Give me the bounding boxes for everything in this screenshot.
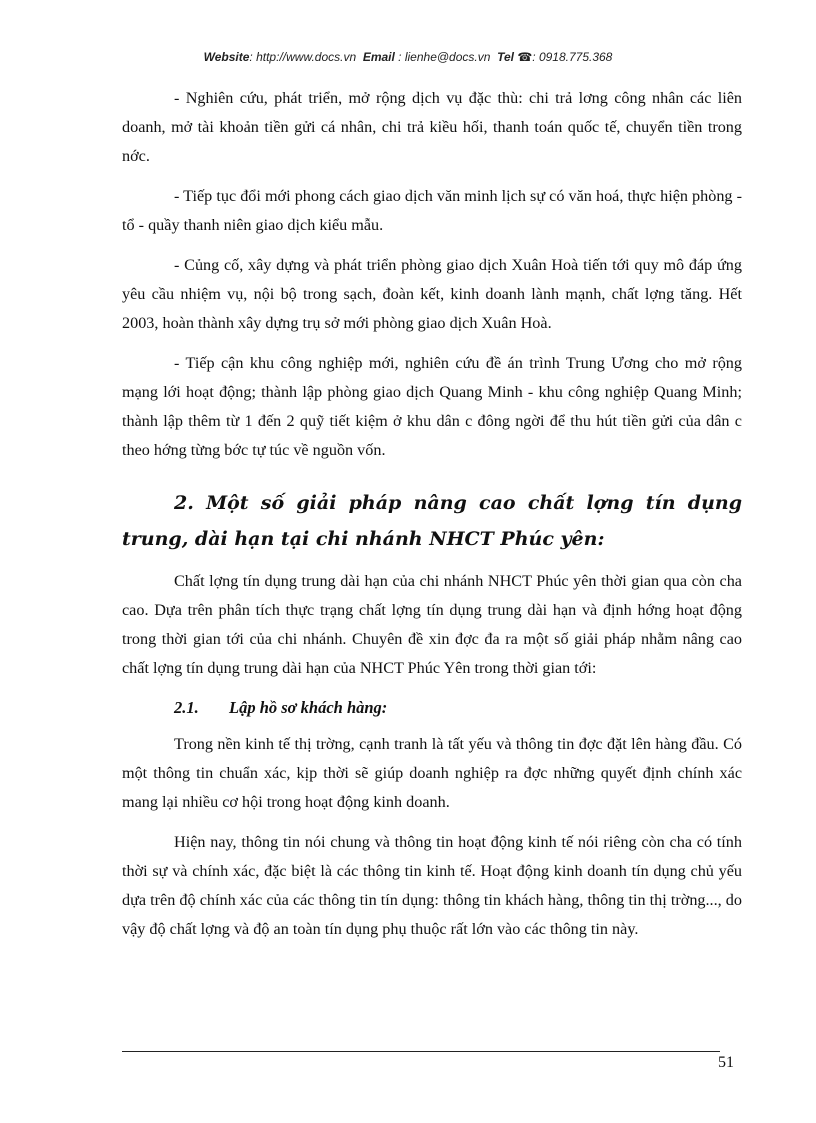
body-paragraph: - Củng cố, xây dựng và phát triển phòng giao dịch Xuân Hoà tiến tới quy mô đáp ứng yêu cầu nhiệm vụ, nội bộ trong sạch, đoàn kết, kinh doanh lành mạnh, chất lợng tăng. Hết 2003, hoàn thành xây dựng trụ sở mới phòng giao dịch Xuân Hoà. [122, 256, 742, 332]
page-number: 51 [718, 1054, 734, 1071]
footer-divider [122, 1051, 720, 1052]
section-intro: Chất lợng tín dụng trung dài hạn của chi nhánh NHCT Phúc yên thời gian qua còn cha cao. Dựa trên phân tích thực trạng chất lợng tín dụng trung dài hạn và định hớng hoạt động trong thời gian tới của chi nhánh. Chuyên đề xin đợc đa ra một số giải pháp nhằm nâng cao chất lợng tín dụng trung dài hạn của NHCT Phúc Yên trong thời gian tới: [122, 572, 742, 677]
body-paragraph: Trong nền kinh tế thị trờng, cạnh tranh là tất yếu và thông tin đợc đặt lên hàng đầu. Có một thông tin chuẩn xác, kịp thời sẽ giúp doanh nghiệp ra đợc những quyết định chính xác mang lại nhiều cơ hội trong hoạt động kinh doanh. [122, 735, 742, 811]
body-paragraph: - Tiếp tục đổi mới phong cách giao dịch văn minh lịch sự có văn hoá, thực hiện phòng - tổ - quầy thanh niên giao dịch kiểu mẫu. [122, 187, 742, 234]
email-label: Email [362, 50, 395, 64]
subsection-title: Lập hồ sơ khách hàng: [229, 698, 388, 717]
tel-label: Tel [497, 50, 514, 64]
subsection-number: 2.1. [174, 698, 199, 717]
phone-icon: ☎ [517, 50, 533, 64]
website-label: Website [203, 50, 250, 64]
tel-value: : 0918.775.368 [532, 50, 613, 64]
section-heading: 2. Một số giải pháp nâng cao chất lợng tín dụng trung, dài hạn tại chi nhánh NHCT Phúc yên: [122, 492, 742, 550]
body-paragraph: Hiện nay, thông tin nói chung và thông tin hoạt động kinh tế nói riêng còn cha có tính thời sự và chính xác, đặc biệt là các thông tin kinh tế. Hoạt động kinh doanh tín dụng chủ yếu dựa trên độ chính xác của các thông tin tín dụng: thông tin khách hàng, thông tin thị trờng..., do vậy độ chất lợng và độ an toàn tín dụng phụ thuộc rất lớn vào các thông tin này. [122, 833, 742, 938]
subsection-heading [122, 694, 742, 722]
email-value: : lienhe@docs.vn [398, 50, 491, 64]
body-paragraph: - Nghiên cứu, phát triển, mở rộng dịch vụ đặc thù: chi trả lơng công nhân các liên doanh, mở tài khoản tiền gửi cá nhân, chi trả kiều hối, thanh toán quốc tế, chuyển tiền trong nớc. [122, 89, 742, 165]
website-value: : http://www.docs.vn [249, 50, 357, 64]
body-paragraph: - Tiếp cận khu công nghiệp mới, nghiên cứu đề án trình Trung Ương cho mở rộng mạng lới hoạt động; thành lập phòng giao dịch Quang Minh - khu công nghiệp Quang Minh; thành lập thêm từ 1 đến 2 quỹ tiết kiệm ở khu dân c đông ngời để thu hút tiền gửi của dân c theo hớng từng bớc tự túc về nguồn vốn. [122, 354, 742, 459]
page-content [122, 84, 742, 955]
page-header [0, 50, 816, 64]
